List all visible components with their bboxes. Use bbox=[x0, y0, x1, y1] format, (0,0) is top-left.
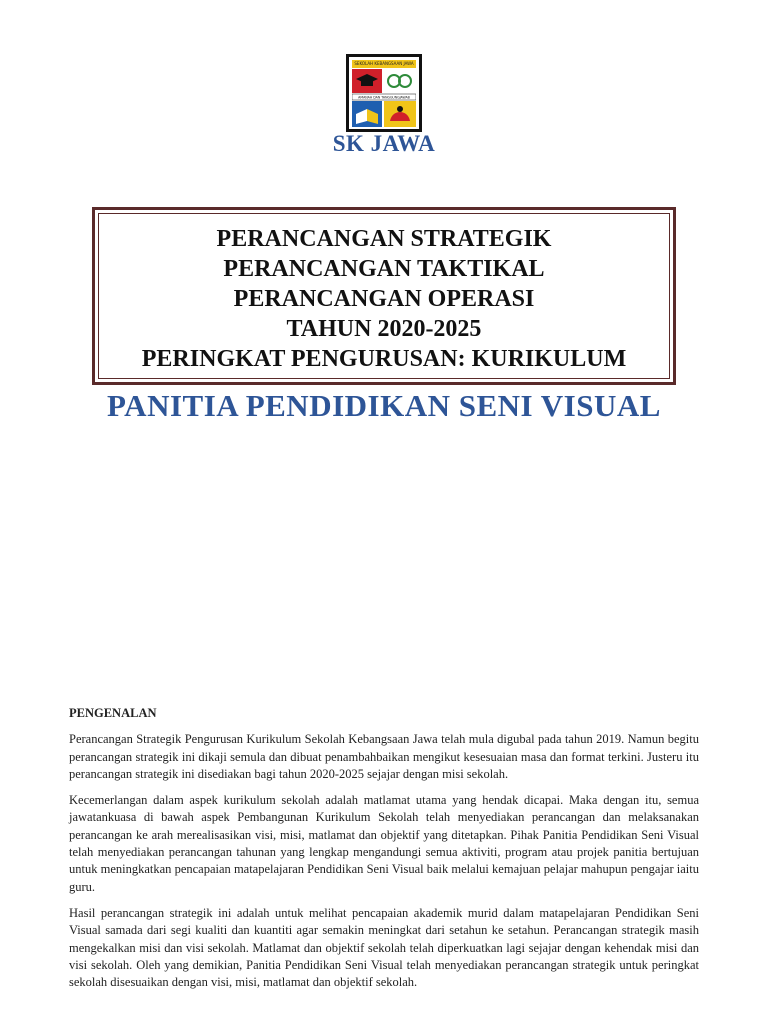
intro-paragraph-2: Kecemerlangan dalam aspek kurikulum sekolah adalah matlamat utama yang hendak dicapai. Maka dengan itu, semua jawatankuasa di bawah aspek Pembangunan Kurikulum Sekolah telah menyediakan perancangan dan melaksanakan perancangan ke arah merealisasikan visi, misi, matlamat dan objektif yang ditetapkan. Pihak Panitia Pendidikan Seni Visual telah menyediakan perancangan tahunan yang lengkap mengandungi semua aktiviti, program atau projek panitia bertujuan untuk meningkatkan pencapaian matapelajaran Pendidikan Seni Visual baik melalui kemajuan pelajar mahupun pengajar iaitu guru. bbox=[69, 793, 699, 894]
title-line-operasi: PERANCANGAN OPERASI bbox=[233, 286, 535, 312]
panitia-title: PANITIA PENDIDIKAN SENI VISUAL bbox=[107, 388, 661, 423]
title-line-peringkat: PERINGKAT PENGURUSAN: KURIKULUM bbox=[141, 346, 627, 372]
title-line-strategik: PERANCANGAN STRATEGIK bbox=[216, 226, 552, 252]
intro-paragraph-1: Perancangan Strategik Pengurusan Kurikulum Sekolah Kebangsaan Jawa telah mula digubal pada tahun 2019. Namun begitu perancangan strategik ini dikaji semula dan dibuat penambahbaikan mengikut kesesuaian masa dan format terkini. Justeru itu perancangan strategik ini disediakan bagi tahun 2020-2025 sejajar dengan misi sekolah. bbox=[69, 732, 699, 781]
school-name: SK JAWA bbox=[332, 131, 436, 156]
logo-motto: AMANAH DAN TANGGUNGJAWAB bbox=[358, 95, 410, 100]
logo-emblem-icon bbox=[352, 69, 416, 127]
school-logo bbox=[346, 54, 422, 132]
title-line-tahun: TAHUN 2020-2025 bbox=[286, 316, 482, 342]
title-box bbox=[92, 207, 676, 385]
logo-cap-base bbox=[361, 81, 373, 86]
logo-dot-icon bbox=[397, 106, 403, 112]
section-heading: PENGENALAN bbox=[69, 706, 157, 720]
intro-paragraph-3: Hasil perancangan strategik ini adalah untuk melihat pencapaian akademik murid dalam matapelajaran Pendidikan Seni Visual samada dari segi kualiti dan kuantiti agar semakin meningkat dari setahun ke setahun. Perancangan strategik masih mengekalkan misi dan visi sekolah. Matlamat dan objektif sekolah telah diperkuatkan lagi sejajar dengan kehendak misi dan visi sekolah. Oleh yang demikian, Panitia Pendidikan Seni Visual telah menyediakan perancangan strategik untuk peringkat sekolah disesuaikan dengan visi, misi, matlamat dan objektif sekolah. bbox=[69, 905, 699, 990]
intro-section bbox=[69, 705, 699, 1000]
logo-banner-text: SEKOLAH KEBANGSAAN JAWA bbox=[352, 60, 416, 68]
title-line-taktikal: PERANCANGAN TAKTIKAL bbox=[223, 256, 545, 282]
